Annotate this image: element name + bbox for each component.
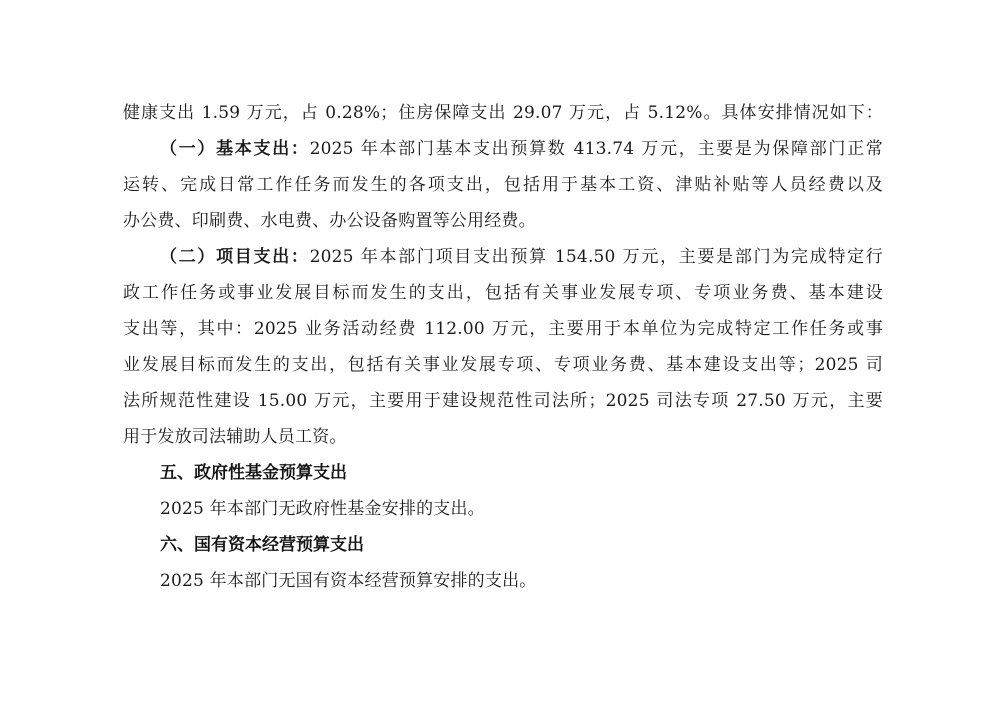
state-capital-body: 2025 年本部门无国有资本经营预算安排的支出。 — [160, 571, 537, 591]
section-basic-first-text: 2025 年本部门基本支出预算数 413.74 万元，主要是为保障部门正常 — [309, 139, 883, 159]
section-basic-label: （一）基本支出： — [160, 139, 310, 159]
section-basic-line-2: 运转、完成日常工作任务而发生的各项支出，包括用于基本工资、津贴补贴等人员经费以及 — [123, 175, 883, 195]
section-project-line-3: 支出等，其中：2025 业务活动经费 112.00 万元，主要用于本单位为完成特定工作任务或事 — [123, 319, 883, 339]
section-project-line-4: 业发展目标而发生的支出，包括有关事业发展专项、专项业务费、基本建设支出等；2025 司 — [123, 355, 883, 375]
section-project-first-line — [160, 245, 883, 269]
section-project-line-5: 法所规范性建设 15.00 万元，主要用于建设规范性司法所；2025 司法专项 27.50 万元，主要 — [123, 391, 883, 411]
section-project-first-text: 2025 年本部门项目支出预算 154.50 万元，主要是部门为完成特定行 — [309, 247, 883, 267]
section-project-line-2: 政工作任务或事业发展目标而发生的支出，包括有关事业发展专项、专项业务费、基本建设 — [123, 283, 883, 303]
section-project-label: （二）项目支出： — [160, 247, 310, 267]
section-basic-first-line — [160, 137, 883, 161]
heading-government-fund: 五、政府性基金预算支出 — [160, 463, 347, 483]
paragraph-intro-line-1: 健康支出 1.59 万元，占 0.28%；住房保障支出 29.07 万元，占 5.12%。具体安排情况如下： — [123, 103, 883, 123]
section-project-line-6: 用于发放司法辅助人员工资。 — [123, 427, 347, 447]
heading-state-capital: 六、国有资本经营预算支出 — [160, 535, 364, 555]
government-fund-body: 2025 年本部门无政府性基金安排的支出。 — [160, 499, 485, 519]
section-basic-line-3: 办公费、印刷费、水电费、办公设备购置等公用经费。 — [123, 211, 536, 231]
